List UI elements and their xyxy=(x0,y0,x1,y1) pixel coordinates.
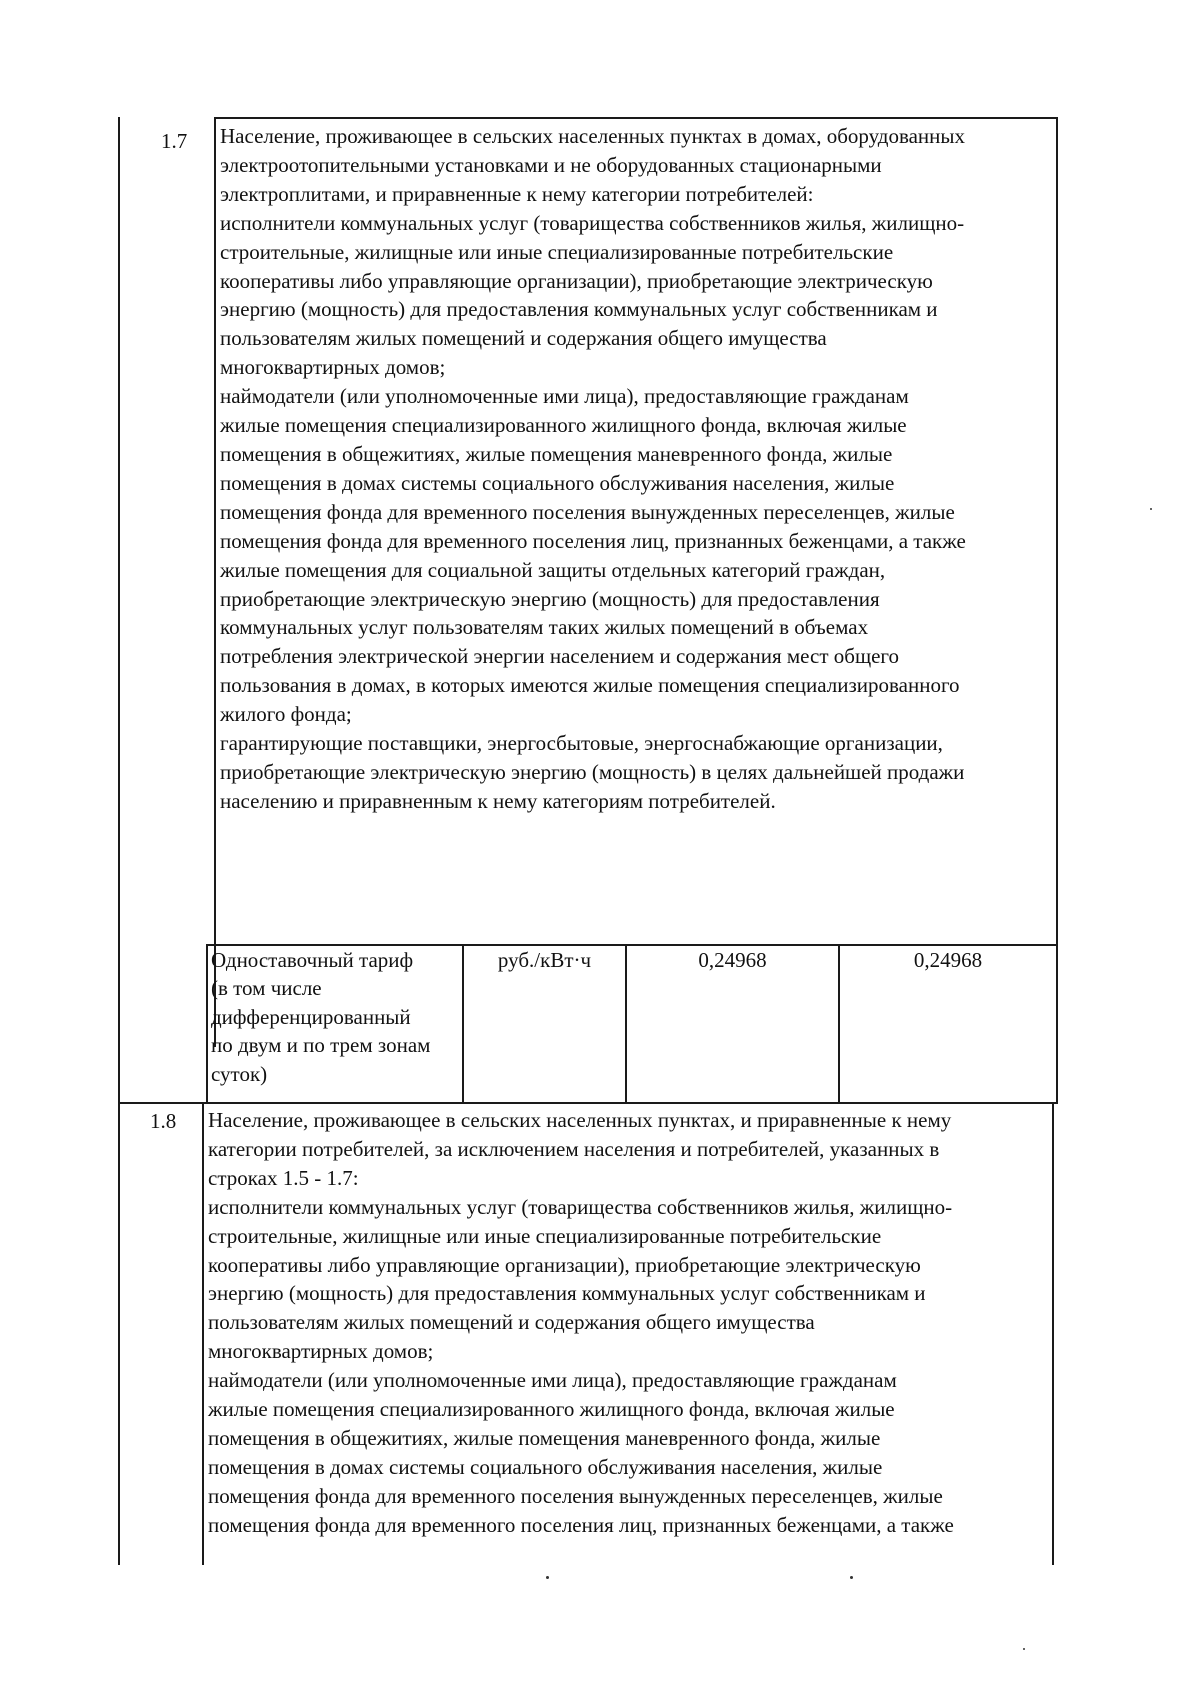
text-line: помещения фонда для временного поселения лиц, признанных беженцами, а также xyxy=(208,1512,954,1537)
text-line: помещения фонда для временного поселения вынужденных переселенцев, жилые xyxy=(220,499,955,524)
row-1-8-top-border xyxy=(118,1102,1058,1104)
text-line: исполнители коммунальных услуг (товарищества собственников жилья, жилищно- xyxy=(220,210,965,235)
text-line: категории потребителей, за исключением населения и потребителей, указанных в xyxy=(208,1136,940,1161)
text-line: строительные, жилищные или иные специализированные потребительские xyxy=(220,239,894,264)
row-number: 1.7 xyxy=(161,129,188,153)
text-line: помещения фонда для временного поселения вынужденных переселенцев, жилые xyxy=(208,1483,943,1508)
text-line: гарантирующие поставщики, энергосбытовые, энергоснабжающие организации, xyxy=(220,731,943,756)
text-line: помещения в домах системы социального обслуживания населения, жилые xyxy=(220,470,895,495)
text-line: наймодатели (или уполномоченные ими лица), предоставляющие гражданам xyxy=(220,384,909,409)
text-line: строках 1.5 - 1.7: xyxy=(208,1165,359,1190)
text-line: многоквартирных домов; xyxy=(208,1339,434,1364)
text-line: населению и приравненным к нему категориям потребителей. xyxy=(220,788,776,813)
text-line: многоквартирных домов; xyxy=(220,355,446,380)
text-line: пользования в домах, в которых имеются жилые помещения специализированного xyxy=(220,673,960,698)
tariff-name-cell xyxy=(211,946,430,1088)
row-number: 1.8 xyxy=(150,1109,177,1133)
text-line: исполнители коммунальных услуг (товарищества собственников жилья, жилищно- xyxy=(208,1194,953,1219)
row-1-8-description xyxy=(208,1106,954,1540)
text-line: энергию (мощность) для предоставления коммунальных услуг собственникам и xyxy=(208,1281,926,1306)
tariff-unit-cell: руб./кВт·ч xyxy=(497,948,592,972)
text-line: потребления электрической энергии населением и содержания мест общего xyxy=(220,644,900,669)
text-line: жилые помещения специализированного жилищного фонда, включая жилые xyxy=(208,1397,895,1422)
text-line: приобретающие электрическую энергию (мощность) для предоставления xyxy=(220,586,880,611)
tariff-name-line: Одноставочный тариф xyxy=(211,948,414,972)
text-line: жилые помещения для социальной защиты отдельных категорий граждан, xyxy=(220,557,886,582)
text-line: энергию (мощность) для предоставления коммунальных услуг собственникам и xyxy=(220,297,938,322)
row-1-8-right-border xyxy=(1052,1102,1054,1565)
tariff-value-cell: 0,24968 xyxy=(698,948,767,972)
text-line: пользователям жилых помещений и содержания общего имущества xyxy=(220,326,827,351)
tariff-name-line: суток) xyxy=(211,1061,268,1086)
text-line: помещения в общежитиях, жилые помещения маневренного фонда, жилые xyxy=(220,441,893,466)
text-line: электроотопительными установками и не оборудованных стационарными xyxy=(220,152,882,177)
text-line: наймодатели (или уполномоченные ими лица), предоставляющие гражданам xyxy=(208,1368,897,1393)
tariff-value-cell: 0,24968 xyxy=(913,948,983,972)
tariff-name-line: (в том числе xyxy=(211,976,322,1001)
text-line: приобретающие электрическую энергию (мощность) в целях дальнейшей продажи xyxy=(220,759,965,784)
text-line: Население, проживающее в сельских населенных пунктах, и приравненные к нему xyxy=(208,1108,952,1132)
text-line: коммунальных услуг пользователям таких жилых помещений в объемах xyxy=(220,615,869,640)
scan-speck xyxy=(1023,1648,1025,1650)
text-line: пользователям жилых помещений и содержания общего имущества xyxy=(208,1310,815,1335)
text-line: строительные, жилищные или иные специализированные потребительские xyxy=(208,1223,882,1248)
text-line: помещения фонда для временного поселения лиц, признанных беженцами, а также xyxy=(220,528,966,553)
text-line: Население, проживающее в сельских населенных пунктах в домах, оборудованных xyxy=(220,124,966,148)
table-left-border xyxy=(118,117,120,1565)
row-1-7-top-border xyxy=(216,117,1058,119)
text-line: электроплитами, и приравненные к нему категории потребителей: xyxy=(220,181,814,206)
row-1-7-description xyxy=(220,122,966,816)
scan-speck xyxy=(546,1576,549,1579)
scan-speck xyxy=(850,1576,853,1579)
row-1-7-number-divider xyxy=(214,117,216,1047)
tariff-name-left-border xyxy=(206,944,208,1104)
tariff-name-line: по двум и по трем зонам xyxy=(211,1033,431,1058)
row-1-7-right-border xyxy=(1056,117,1058,1102)
text-line: помещения в общежитиях, жилые помещения маневренного фонда, жилые xyxy=(208,1425,881,1450)
row-1-8-number-divider xyxy=(202,1102,204,1565)
text-line: помещения в домах системы социального обслуживания населения, жилые xyxy=(208,1454,883,1479)
text-line: кооперативы либо управляющие организации), приобретающие электрическую xyxy=(208,1252,921,1277)
text-line: кооперативы либо управляющие организации), приобретающие электрическую xyxy=(220,268,933,293)
text-line: жилые помещения специализированного жилищного фонда, включая жилые xyxy=(220,413,907,438)
text-line: жилого фонда; xyxy=(220,702,352,727)
scan-speck xyxy=(1150,508,1152,510)
tariff-name-line: дифференцированный xyxy=(211,1004,411,1029)
